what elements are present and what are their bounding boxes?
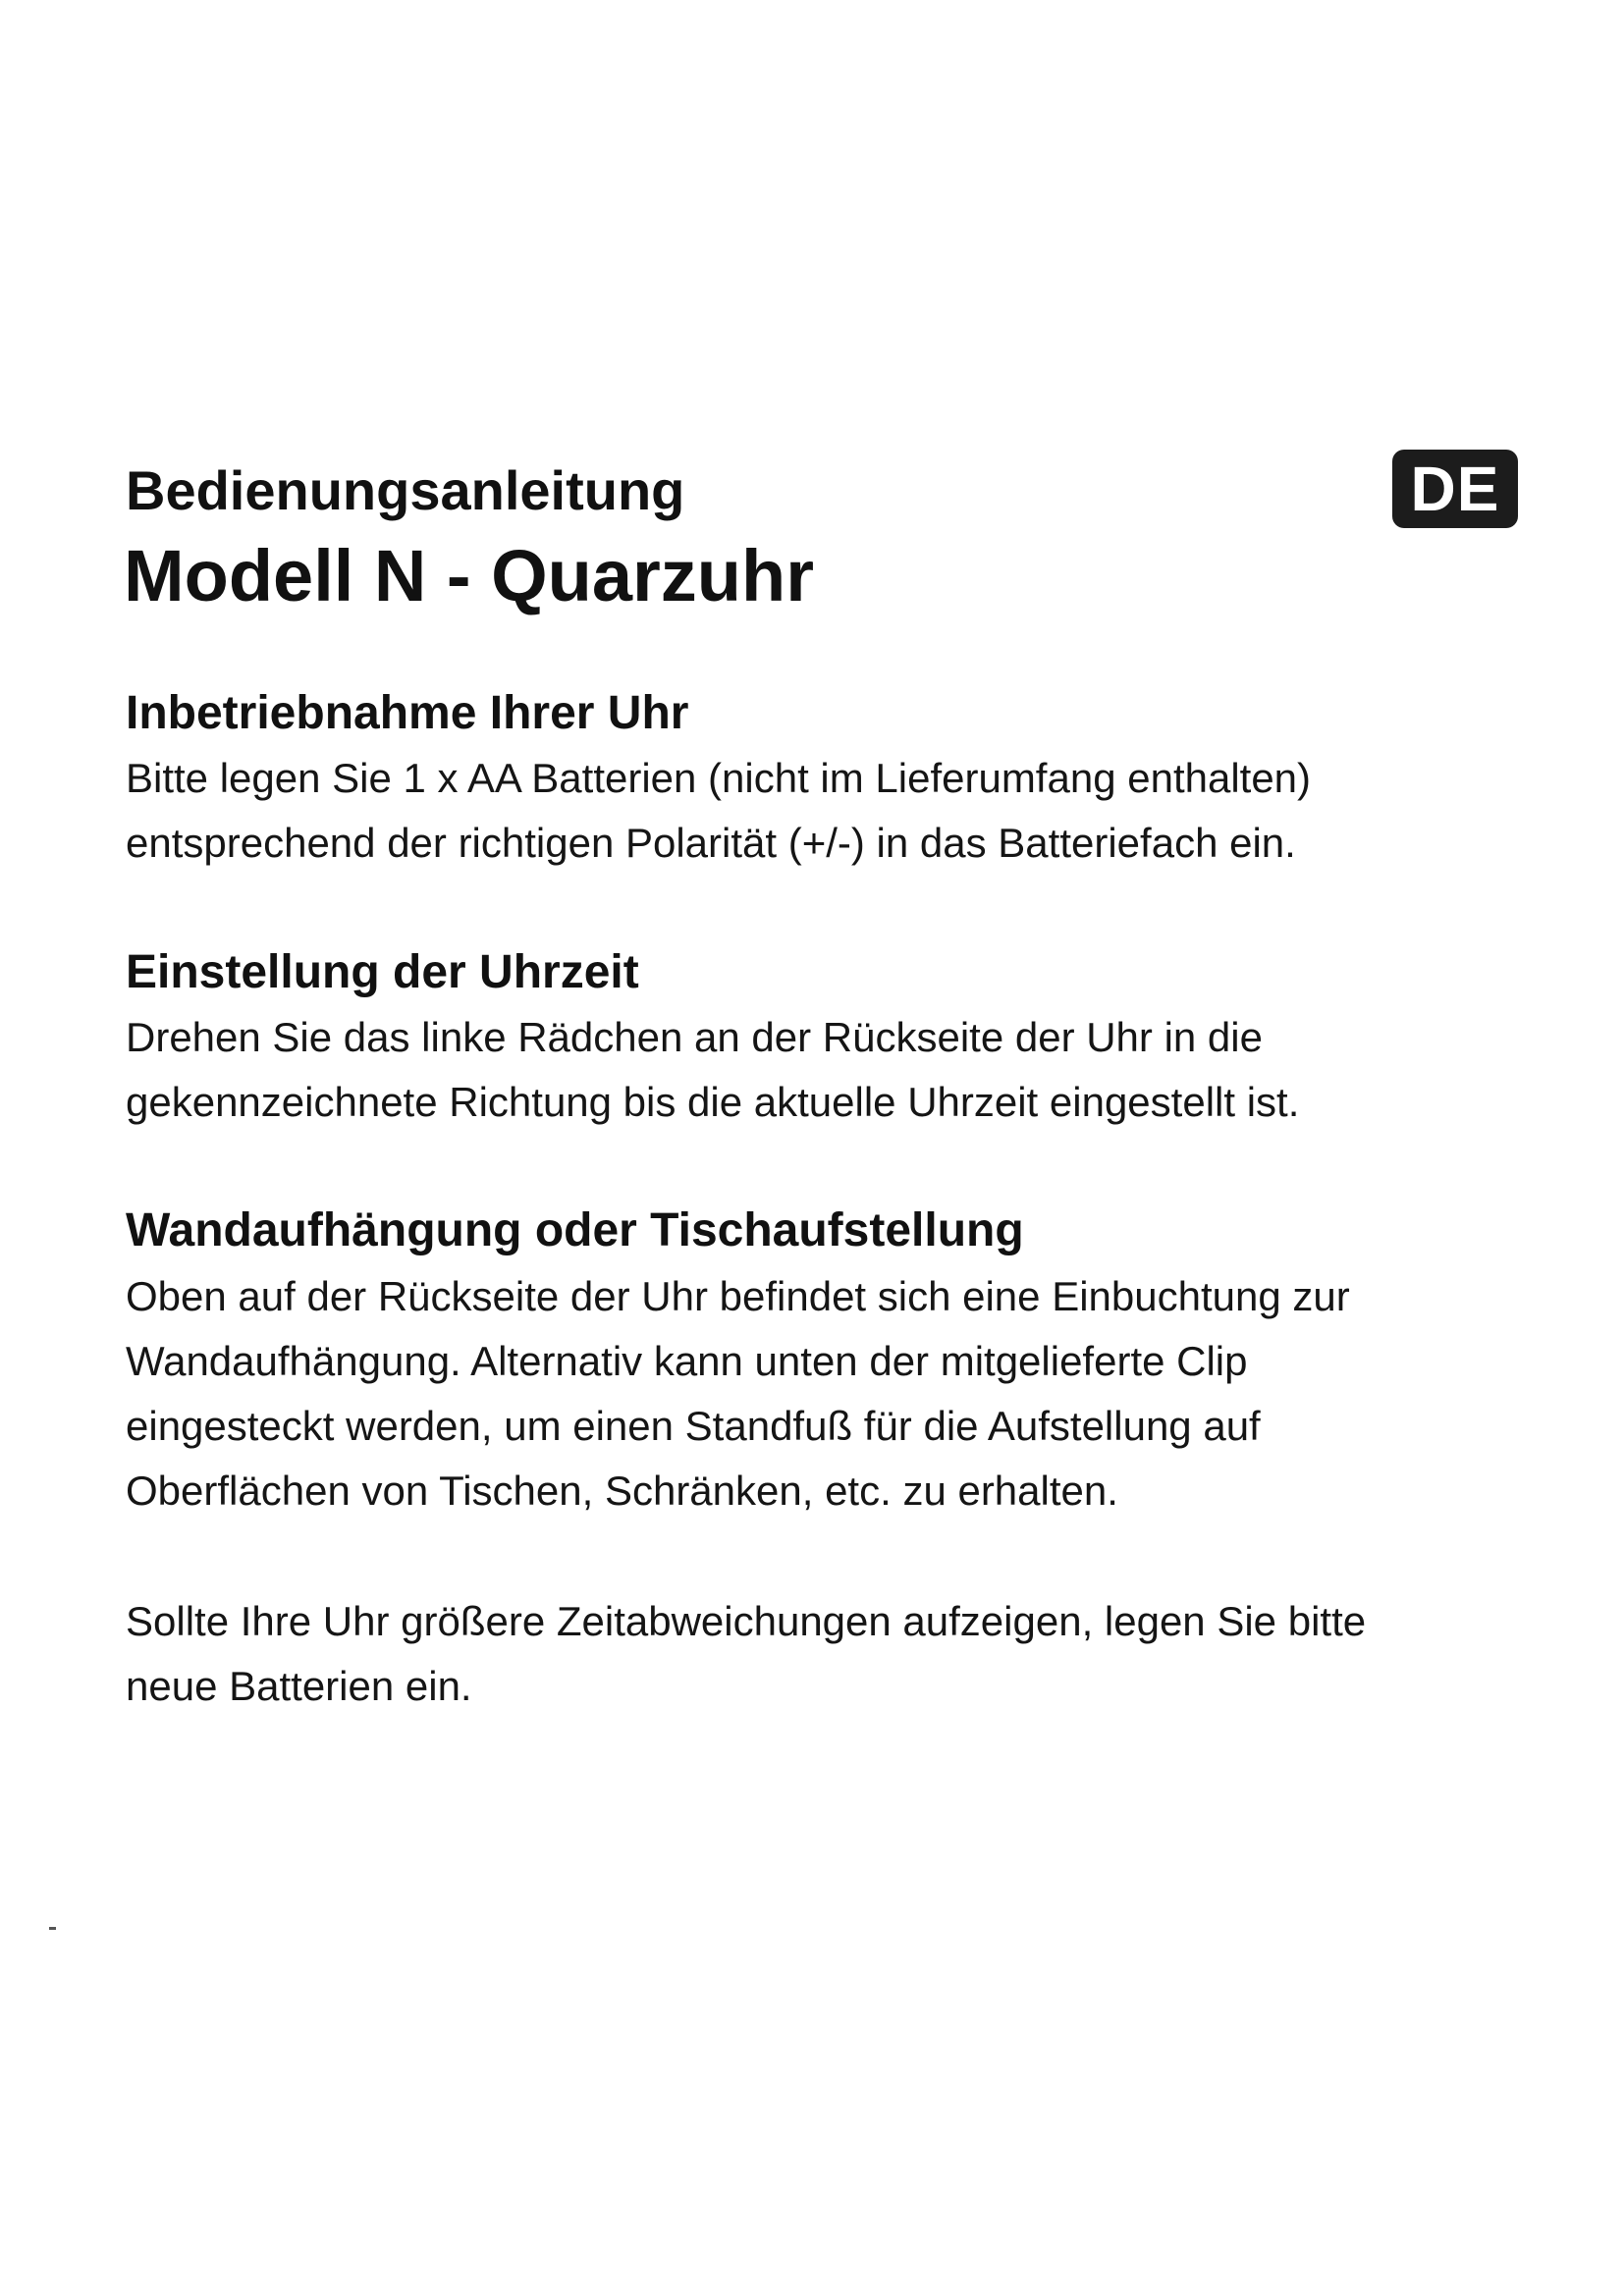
section-heading-uhrzeit: Einstellung der Uhrzeit <box>126 946 639 998</box>
body-line: eingesteckt werden, um einen Standfuß für die Aufstellung auf <box>126 1403 1261 1449</box>
section-body-inbetriebnahme <box>126 746 1500 876</box>
document-title: Modell N - Quarzuhr <box>124 535 814 616</box>
section-heading-inbetriebnahme: Inbetriebnahme Ihrer Uhr <box>126 687 689 739</box>
body-line: Wandaufhängung. Alternativ kann unten der mitgelieferte Clip <box>126 1338 1248 1384</box>
body-line: Oben auf der Rückseite der Uhr befindet sich eine Einbuchtung zur <box>126 1273 1350 1319</box>
section-body-wandaufhaengung <box>126 1264 1500 1523</box>
body-line: Bitte legen Sie 1 x AA Batterien (nicht im Lieferumfang enthalten) <box>126 755 1312 801</box>
body-line: Drehen Sie das linke Rädchen an der Rückseite der Uhr in die <box>126 1014 1263 1060</box>
document-subtitle: Bedienungsanleitung <box>126 459 685 521</box>
scan-mark <box>49 1927 56 1930</box>
battery-note <box>126 1589 1500 1719</box>
section-body-uhrzeit <box>126 1005 1500 1135</box>
body-line: Sollte Ihre Uhr größere Zeitabweichungen aufzeigen, legen Sie bitte <box>126 1598 1367 1644</box>
section-heading-wandaufhaengung: Wandaufhängung oder Tischaufstellung <box>126 1204 1024 1256</box>
body-line: entsprechend der richtigen Polarität (+/-) in das Batteriefach ein. <box>126 820 1296 866</box>
body-line: Oberflächen von Tischen, Schränken, etc. zu erhalten. <box>126 1468 1118 1514</box>
language-badge: DE <box>1392 450 1518 528</box>
body-line: gekennzeichnete Richtung bis die aktuelle Uhrzeit eingestellt ist. <box>126 1079 1300 1125</box>
body-line: neue Batterien ein. <box>126 1663 472 1709</box>
